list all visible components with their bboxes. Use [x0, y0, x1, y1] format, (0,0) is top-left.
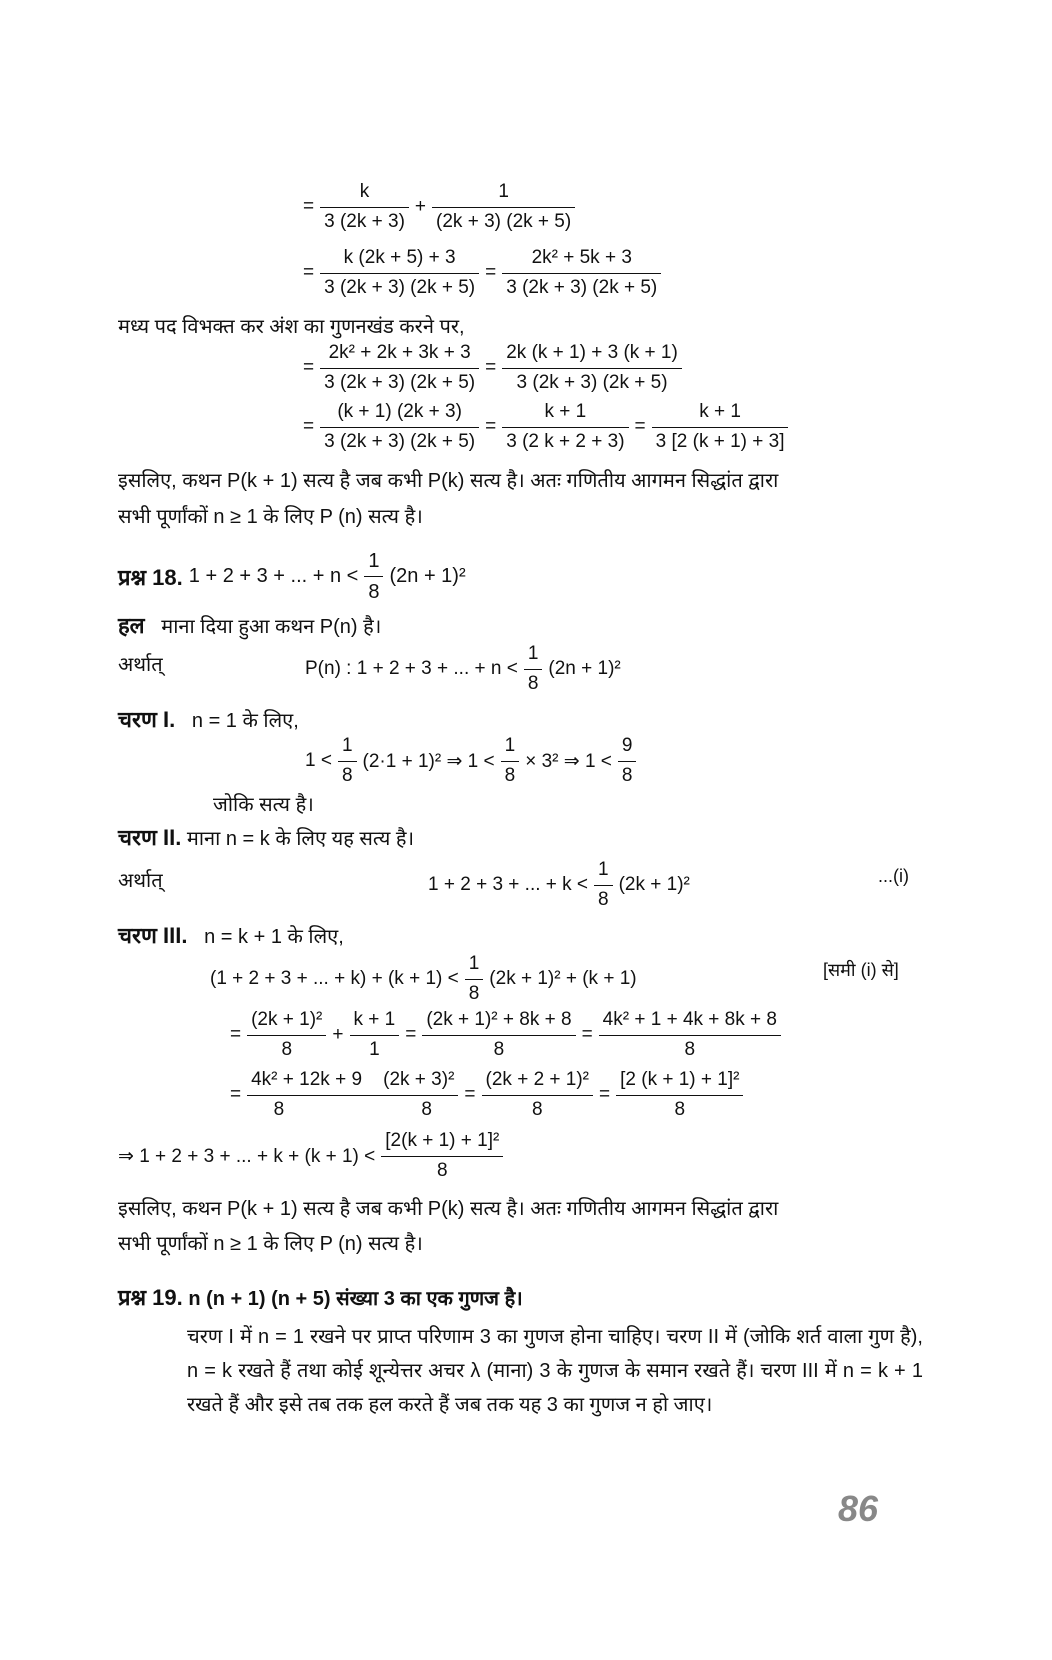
denominator: 8: [527, 672, 539, 694]
denominator: 8: [684, 1038, 696, 1060]
equation-part: (2·1 + 1)² ⇒ 1 <: [362, 750, 495, 772]
denominator: 3 (2k + 3) (2k + 5): [324, 371, 476, 393]
denominator: 3 (2 k + 2 + 3): [506, 430, 625, 452]
step-text: n = k + 1 के लिए,: [204, 926, 344, 948]
fraction: [320, 178, 409, 236]
conclusion-line-1: इसलिए, कथन P(k + 1) सत्य है जब कभी P(k) सत्य है। अतः गणितीय आगमन सिद्धांत द्वारा: [118, 470, 779, 492]
denominator: 8 8: [273, 1098, 432, 1120]
denominator: 8: [493, 1038, 505, 1060]
fraction: [652, 398, 789, 456]
numerator: (2k + 2 + 1)²: [482, 1066, 594, 1096]
fraction: [364, 546, 383, 607]
denominator: 8: [531, 1098, 543, 1120]
equation-part: × 3² ⇒ 1 <: [525, 750, 612, 772]
equals: =: [634, 416, 646, 437]
fraction: [501, 732, 520, 790]
step-text: n = 1 के लिए,: [191, 710, 299, 732]
step-3-equation: [210, 950, 637, 1008]
numerator: 1: [338, 732, 357, 762]
numerator: 2k (k + 1) + 3 (k + 1): [502, 339, 682, 369]
equation-row-3: [303, 339, 682, 397]
equals: =: [303, 357, 315, 378]
question-statement: n (n + 1) (n + 5) संख्या 3 का एक गुणज है।: [188, 1288, 523, 1310]
denominator: 8: [368, 581, 380, 603]
fraction: [381, 1127, 503, 1185]
fraction: [320, 398, 479, 456]
equals: =: [405, 1024, 417, 1045]
question-label: प्रश्न 19.: [118, 1285, 183, 1310]
numerator: 4k² + 12k + 9 (2k + 3)²: [247, 1066, 458, 1096]
statement-part: (2n + 1)²: [548, 658, 621, 679]
step-1-equation: [305, 732, 636, 790]
arthat-label: अर्थात्: [118, 654, 163, 676]
true-statement: जोकि सत्य है।: [213, 794, 314, 816]
conclusion-line-2: सभी पूर्णांकों n ≥ 1 के लिए P (n) सत्य है।: [118, 506, 423, 528]
numerator: k + 1: [350, 1006, 400, 1036]
pn-equation: [305, 640, 621, 698]
equation-reference: [समी (i) से]: [823, 960, 899, 980]
equation-part: 1 + 2 + 3 + ... + k <: [428, 874, 589, 895]
step-2: [118, 822, 414, 852]
equation-part: ⇒ 1 + 2 + 3 + ... + k + (k + 1) <: [118, 1145, 376, 1167]
equals: =: [303, 196, 315, 217]
equals: =: [230, 1024, 242, 1045]
fraction: [502, 339, 682, 397]
denominator: 8: [504, 764, 516, 786]
fraction: [465, 950, 484, 1008]
denominator: 8: [621, 764, 633, 786]
fraction: [320, 339, 479, 397]
equals: =: [464, 1084, 476, 1105]
denominator: 3 (2k + 3) (2k + 5): [506, 276, 658, 298]
question-label: प्रश्न 18.: [118, 564, 183, 590]
denominator: 3 (2k + 3): [324, 210, 405, 232]
numerator: 1: [524, 640, 543, 670]
denominator: 8: [341, 764, 353, 786]
equation-part: 1 <: [305, 750, 332, 771]
numerator: 4k² + 1 + 4k + 8k + 8: [599, 1006, 781, 1036]
fraction: [594, 856, 613, 914]
numerator: k + 1: [502, 398, 628, 428]
statement-part: (2n + 1)²: [389, 565, 466, 587]
plus: +: [332, 1024, 344, 1045]
step-2-equation: [428, 856, 690, 914]
fraction: [616, 1066, 743, 1124]
equation-reference: ...(i): [878, 866, 909, 886]
numerator: [2 (k + 1) + 1]²: [616, 1066, 743, 1096]
step-label: चरण II.: [118, 825, 182, 850]
numerator: 1: [364, 546, 383, 577]
fraction: [524, 640, 543, 698]
fraction: [247, 1006, 326, 1064]
denominator: 8: [281, 1038, 293, 1060]
denominator: 3 (2k + 3) (2k + 5): [324, 276, 476, 298]
step-text: माना n = k के लिए यह सत्य है।: [186, 828, 415, 850]
fraction: [618, 732, 637, 790]
numerator: k + 1: [652, 398, 789, 428]
equals: =: [581, 1024, 593, 1045]
equals: =: [303, 416, 315, 437]
hint-paragraph: चरण I में n = 1 रखने पर प्राप्त परिणाम 3 का गुणज होना चाहिए। चरण II में (जोकि शर्त वाला गुण है), n = k रखते हैं तथा कोई शून्येत्तर अचर λ (माना) 3 के गुणज के समान रखते हैं। चरण III में n = k + 1 रखते हैं और इसे तब तक हल करते हैं जब तक यह 3 का गुणज न हो जाए।: [187, 1326, 923, 1416]
step-label: चरण III.: [118, 923, 188, 948]
numerator: k (2k + 5) + 3: [320, 244, 479, 274]
numerator: (2k + 1)² + 8k + 8: [422, 1006, 575, 1036]
fraction: [599, 1006, 781, 1064]
equation-row-6: [230, 1066, 743, 1124]
fraction: [432, 178, 575, 236]
fraction: [502, 244, 661, 302]
fraction: [320, 244, 479, 302]
numerator: 2k² + 5k + 3: [502, 244, 661, 274]
step-label: चरण I.: [118, 707, 176, 732]
step-3: [118, 920, 344, 950]
denominator: 3 [2 (k + 1) + 3]: [655, 430, 785, 452]
equation-part: (1 + 2 + 3 + ... + k) + (k + 1) <: [210, 968, 459, 989]
statement-part: 1 + 2 + 3 + ... + n <: [188, 565, 359, 587]
fraction: [247, 1066, 458, 1124]
numerator: 1: [594, 856, 613, 886]
equation-part: (2k + 1)² + (k + 1): [489, 968, 637, 989]
plus: +: [414, 196, 427, 217]
denominator: (2k + 3) (2k + 5): [436, 210, 572, 232]
conclusion-line-2: सभी पूर्णांकों n ≥ 1 के लिए P (n) सत्य है।: [118, 1233, 423, 1255]
denominator: 8: [674, 1098, 686, 1120]
equation-row-1: [303, 178, 575, 236]
numerator: 1: [432, 178, 575, 208]
fraction: [502, 398, 628, 456]
question-18: [118, 546, 466, 607]
denominator: 3 (2k + 3) (2k + 5): [516, 371, 668, 393]
fraction: [338, 732, 357, 790]
numerator: 9: [618, 732, 637, 762]
numerator: 2k² + 2k + 3k + 3: [320, 339, 479, 369]
numerator: k: [320, 178, 409, 208]
equals: =: [485, 357, 497, 378]
equation-row-2: [303, 244, 661, 302]
numerator: 1: [465, 950, 484, 980]
implication-row: [118, 1127, 503, 1185]
step-1: [118, 704, 299, 734]
equals: =: [485, 262, 497, 283]
equals: =: [303, 262, 315, 283]
note-text: मध्य पद विभक्त कर अंश का गुणनखंड करने पर,: [118, 316, 465, 338]
denominator: 8: [468, 982, 480, 1004]
equals: =: [230, 1084, 242, 1105]
fraction: [350, 1006, 400, 1064]
solution-intro: [118, 610, 381, 640]
equals: =: [485, 416, 497, 437]
fraction: [422, 1006, 575, 1064]
question-19: [118, 1282, 523, 1312]
numerator: (k + 1) (2k + 3): [320, 398, 479, 428]
fraction: [482, 1066, 594, 1124]
page-number: 86: [838, 1488, 879, 1529]
statement-part: P(n) : 1 + 2 + 3 + ... + n <: [305, 658, 518, 679]
denominator: 1: [369, 1038, 380, 1060]
arthat-label: अर्थात्: [118, 870, 163, 892]
solution-label: हल: [118, 613, 145, 638]
equation-part: (2k + 1)²: [618, 874, 690, 895]
solution-text: माना दिया हुआ कथन P(n) है।: [161, 616, 382, 638]
equation-row-5: [230, 1006, 781, 1064]
numerator: [2(k + 1) + 1]²: [381, 1127, 503, 1157]
denominator: 8: [437, 1159, 448, 1181]
numerator: (2k + 1)²: [247, 1006, 326, 1036]
denominator: 8: [598, 888, 609, 910]
numerator: 1: [501, 732, 520, 762]
equation-row-4: [303, 398, 788, 456]
conclusion-line-1: इसलिए, कथन P(k + 1) सत्य है जब कभी P(k) सत्य है। अतः गणितीय आगमन सिद्धांत द्वारा: [118, 1198, 779, 1220]
denominator: 3 (2k + 3) (2k + 5): [324, 430, 476, 452]
equals: =: [599, 1084, 611, 1105]
